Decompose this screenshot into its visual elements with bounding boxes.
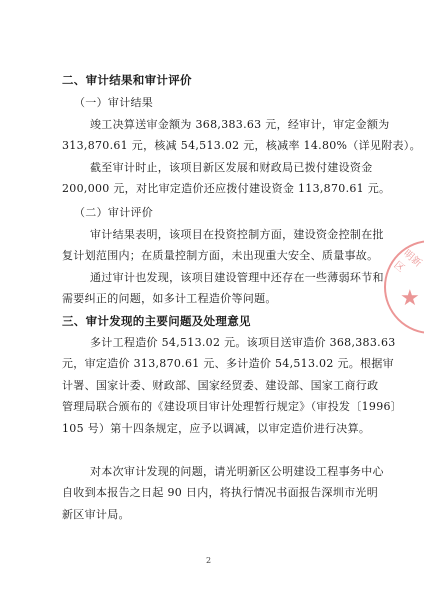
seal-star-icon: ★ — [400, 286, 420, 311]
paragraph-line: 通过审计也发现，该项目建设管理中还存在一些薄弱环节和 — [90, 271, 384, 284]
page-number: 2 — [206, 556, 212, 565]
paragraph-line: 需要纠正的问题，如多计工程造价等问题。 — [62, 292, 277, 305]
paragraph-line: 105 号）第十四条规定，应予以调减，以审定造价进行决算。 — [62, 422, 371, 435]
paragraph-line: 截至审计时止，该项目新区发展和财政局已拨付建设资金 — [90, 161, 373, 174]
section-heading: 二、审计结果和审计评价 — [62, 73, 192, 87]
seal-text: 明新区 — [391, 248, 424, 275]
section-heading: 三、审计发现的主要问题及处理意见 — [62, 314, 251, 328]
paragraph-line: 自收到本报告之日起 90 日内，将执行情况书面报告深圳市光明 — [62, 486, 378, 499]
paragraph-line: 313,870.61 元，核减 54,513.02 元，核减率 14.80%（详见附表）。 — [62, 139, 421, 152]
paragraph-line: 对本次审计发现的问题，请光明新区公明建设工程事务中心 — [90, 465, 384, 478]
paragraph-line: 新区审计局。 — [62, 508, 130, 521]
paragraph-line: 计署、国家计委、财政部、国家经贸委、建设部、国家工商行政 — [62, 379, 379, 392]
paragraph-line: 审计结果表明，该项目在投资控制方面，建设资金控制在批 — [90, 228, 384, 241]
paragraph-line: 多计工程造价 54,513.02 元。该项目送审造价 368,383.63 — [90, 336, 396, 349]
paragraph-line: 元，审定造价 313,870.61 元、多计造价 54,513.02 元。根据审 — [62, 357, 394, 370]
paragraph-line: 管理局联合颁布的《建设项目审计处理暂行规定》（审投发〔1996〕 — [62, 400, 403, 413]
subsection-heading: （一）审计结果 — [74, 96, 154, 109]
paragraph-line: 竣工决算送审金额为 368,383.63 元，经审计，审定金额为 — [90, 118, 390, 131]
paragraph-line: 200,000 元，对比审定造价还应拨付建设资金 113,870.61 元。 — [62, 182, 391, 195]
subsection-heading: （二）审计评价 — [74, 206, 154, 219]
paragraph-line: 复计划范围内；在质量控制方面，未出现重大安全、质量事故。 — [62, 249, 379, 262]
